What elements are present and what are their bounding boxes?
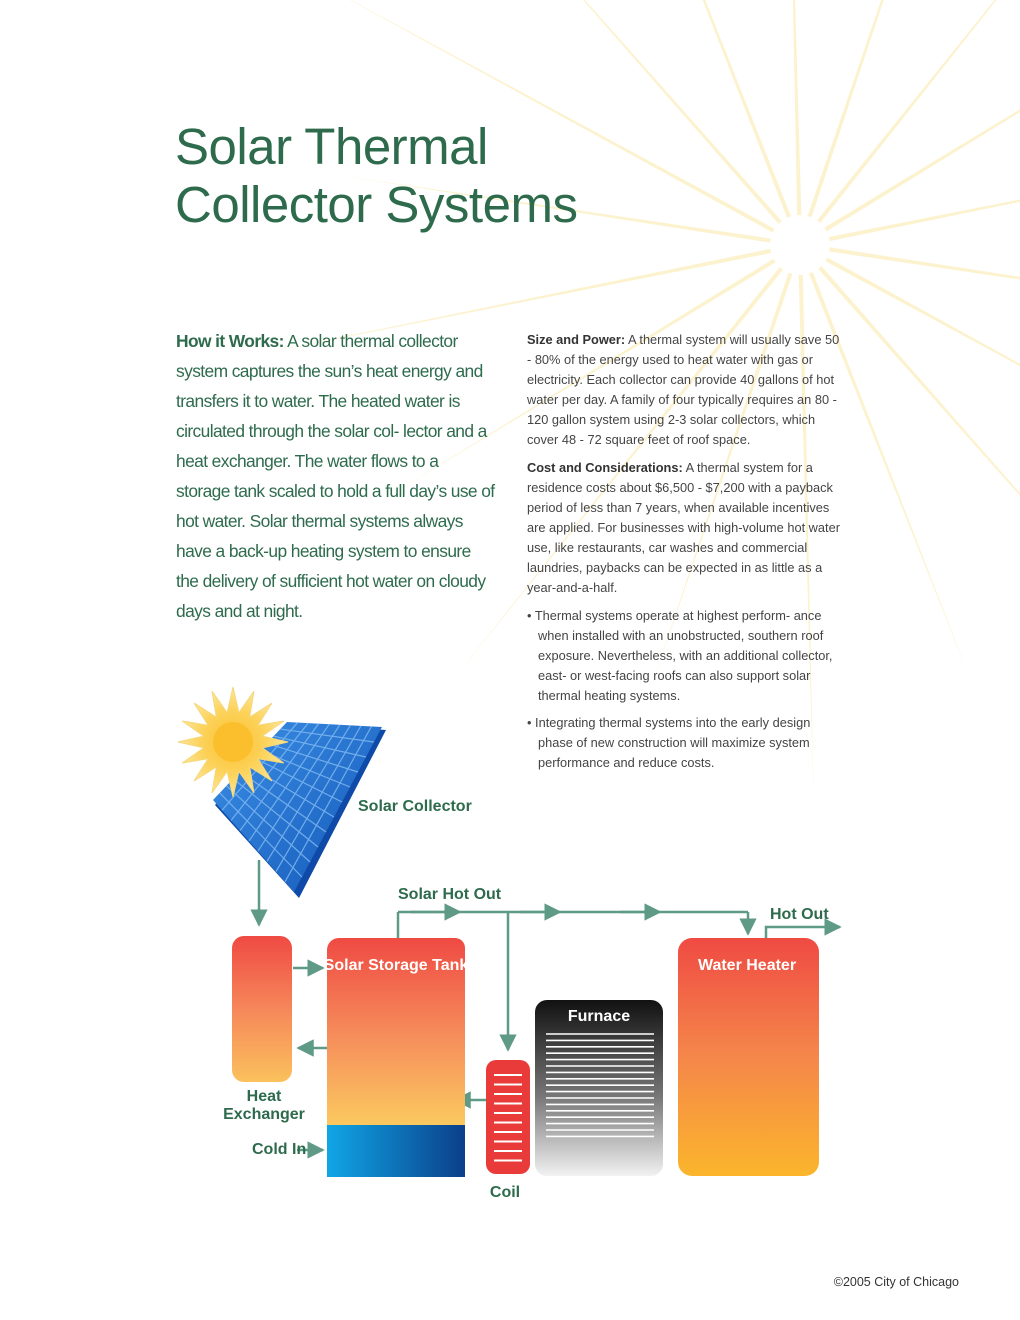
bullet-text: Thermal systems operate at highest perform- ance when installed with an unobstructed, southern roof exposure. Nevertheless, with an additional collector, east- or west-facing roofs can also support solar thermal heating systems. xyxy=(534,608,833,703)
size-power-lead: Size and Power: xyxy=(527,332,626,347)
coil xyxy=(486,1060,530,1174)
coil-label: Coil xyxy=(489,1184,521,1201)
copyright: ©2005 City of Chicago xyxy=(833,1275,959,1289)
hot-out-label: Hot Out xyxy=(770,906,829,923)
bullet-item: • Integrating thermal systems into the early design phase of new construction will maximize system performance and reduce costs. xyxy=(527,715,811,770)
water-heater-label: Water Heater xyxy=(697,957,797,974)
heat-exchanger xyxy=(232,936,292,1082)
sun-icon xyxy=(178,687,288,797)
size-power-body: A thermal system will usually save 50 - 80% of the energy used to heat water with gas or electricity. Each collector can provide 40 gallons of hot water per day. A family of four typically requires an 80 - 120 gallon system using 2-3 solar collectors, which cover 48 - 72 square feet of roof space. xyxy=(527,332,840,447)
cold-in-label: Cold In xyxy=(252,1141,307,1158)
solar-collector-label: Solar Collector xyxy=(358,798,472,815)
how-it-works-body: A solar thermal collector system captures the sun’s heat energy and transfers it to water. The heated water is circulated through the solar col- lector and a heat exchanger. The water flows to a storage tank scaled to hold a full day’s use of hot water. Solar thermal systems always have a back-up heating system to ensure the delivery of sufficient hot water on cloudy days and at night. xyxy=(176,331,495,621)
solar-hot-out-label: Solar Hot Out xyxy=(398,886,502,903)
title-line-1: Solar Thermal xyxy=(175,118,488,175)
how-it-works-lead: How it Works: xyxy=(176,331,284,351)
title-line-2: Collector Systems xyxy=(175,176,578,233)
bullet-text: Integrating thermal systems into the early design phase of new construction will maximize system performance and reduce costs. xyxy=(535,715,811,770)
cost-lead: Cost and Considerations: xyxy=(527,460,683,475)
heat-exchanger-label: Exchanger xyxy=(223,1106,305,1123)
cost-body: A thermal system for a residence costs about $6,500 - $7,200 with a payback period of less than 7 years, when available incentives are applied. For businesses with high-volume hot water use, like restaurants, car washes and commercial laundries, paybacks can be expected in as little as a year-and-a-half. xyxy=(527,460,840,595)
heat-exchanger-label: Heat xyxy=(246,1088,282,1105)
furnace xyxy=(535,1000,663,1176)
bullet-item: • Thermal systems operate at highest perform- ance when installed with an unobstructed, southern roof exposure. Nevertheless, with an additional collector, east- or west-facing roofs can also support solar thermal heating systems. xyxy=(527,608,833,703)
solar-storage-tank-label: Solar Storage Tank xyxy=(323,957,469,974)
furnace-label: Furnace xyxy=(567,1008,631,1025)
